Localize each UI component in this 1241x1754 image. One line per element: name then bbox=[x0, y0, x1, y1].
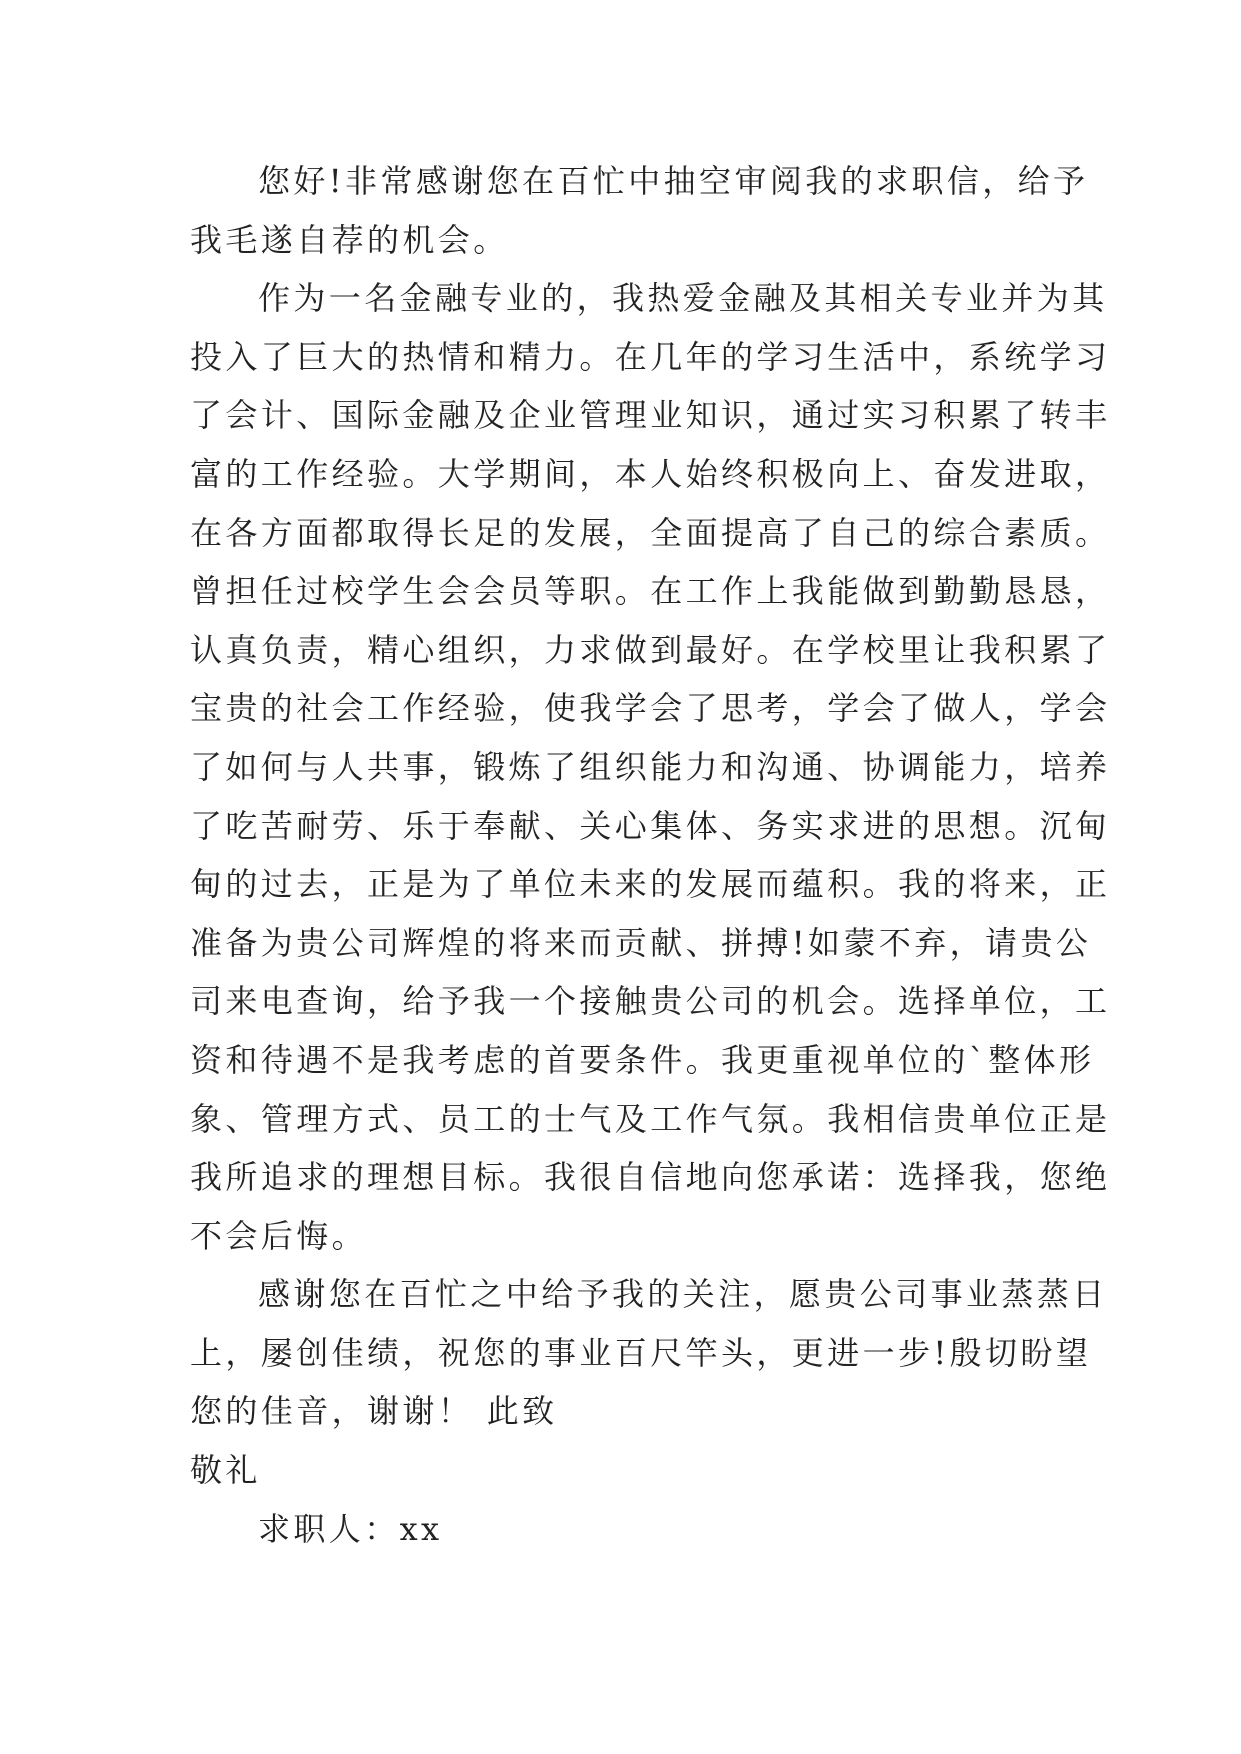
letter-line: 象、管理方式、员工的士气及工作气氛。我相信贵单位正是 bbox=[190, 1099, 1111, 1138]
letter-line: 资和待遇不是我考虑的首要条件。我更重视单位的`整体形 bbox=[190, 1040, 1095, 1079]
signature: 求职人：xx bbox=[258, 1509, 443, 1548]
letter-line: 作为一名金融专业的，我热爱金融及其相关专业并为其 bbox=[258, 279, 1108, 318]
letter-line: 不会后悔。 bbox=[190, 1216, 368, 1255]
letter-body bbox=[190, 152, 1111, 1558]
letter-line: 在各方面都取得长足的发展，全面提高了自己的综合素质。 bbox=[190, 513, 1111, 552]
letter-line: 了吃苦耐劳、乐于奉献、关心集体、务实求进的思想。沉甸 bbox=[190, 806, 1111, 845]
letter-line: 甸的过去，正是为了单位未来的发展而蕴积。我的将来，正 bbox=[190, 865, 1111, 904]
letter-line: 司来电查询，给予我一个接触贵公司的机会。选择单位，工 bbox=[190, 982, 1111, 1021]
letter-line: 感谢您在百忙之中给予我的关注，愿贵公司事业蒸蒸日 bbox=[258, 1275, 1108, 1314]
letter-line: 上，屡创佳绩，祝您的事业百尺竿头，更进一步!殷切盼望 bbox=[190, 1333, 1092, 1372]
letter-line: 我所追求的理想目标。我很自信地向您承诺：选择我，您绝 bbox=[190, 1158, 1111, 1197]
letter-line: 准备为贵公司辉煌的将来而贡献、拼搏!如蒙不弃，请贵公 bbox=[190, 923, 1092, 962]
letter-line: 富的工作经验。大学期间，本人始终积极向上、奋发进取， bbox=[190, 454, 1111, 493]
letter-line: 曾担任过校学生会会员等职。在工作上我能做到勤勤恳恳， bbox=[190, 572, 1111, 611]
letter-line: 您的佳音，谢谢！ 此致 bbox=[190, 1392, 558, 1431]
letter-line: 了会计、国际金融及企业管理业知识，通过实习积累了转丰 bbox=[190, 396, 1111, 435]
letter-line: 您好!非常感谢您在百忙中抽空审阅我的求职信，给予 bbox=[258, 162, 1089, 200]
letter-line: 我毛遂自荐的机会。 bbox=[190, 220, 509, 259]
letter-line: 了如何与人共事，锻炼了组织能力和沟通、协调能力，培养 bbox=[190, 747, 1111, 786]
letter-line: 认真负责，精心组织，力求做到最好。在学校里让我积累了 bbox=[190, 630, 1111, 669]
letter-line: 宝贵的社会工作经验，使我学会了思考，学会了做人，学会 bbox=[190, 689, 1111, 728]
salutation: 敬礼 bbox=[190, 1451, 261, 1490]
letter-line: 投入了巨大的热情和精力。在几年的学习生活中，系统学习 bbox=[190, 337, 1111, 376]
